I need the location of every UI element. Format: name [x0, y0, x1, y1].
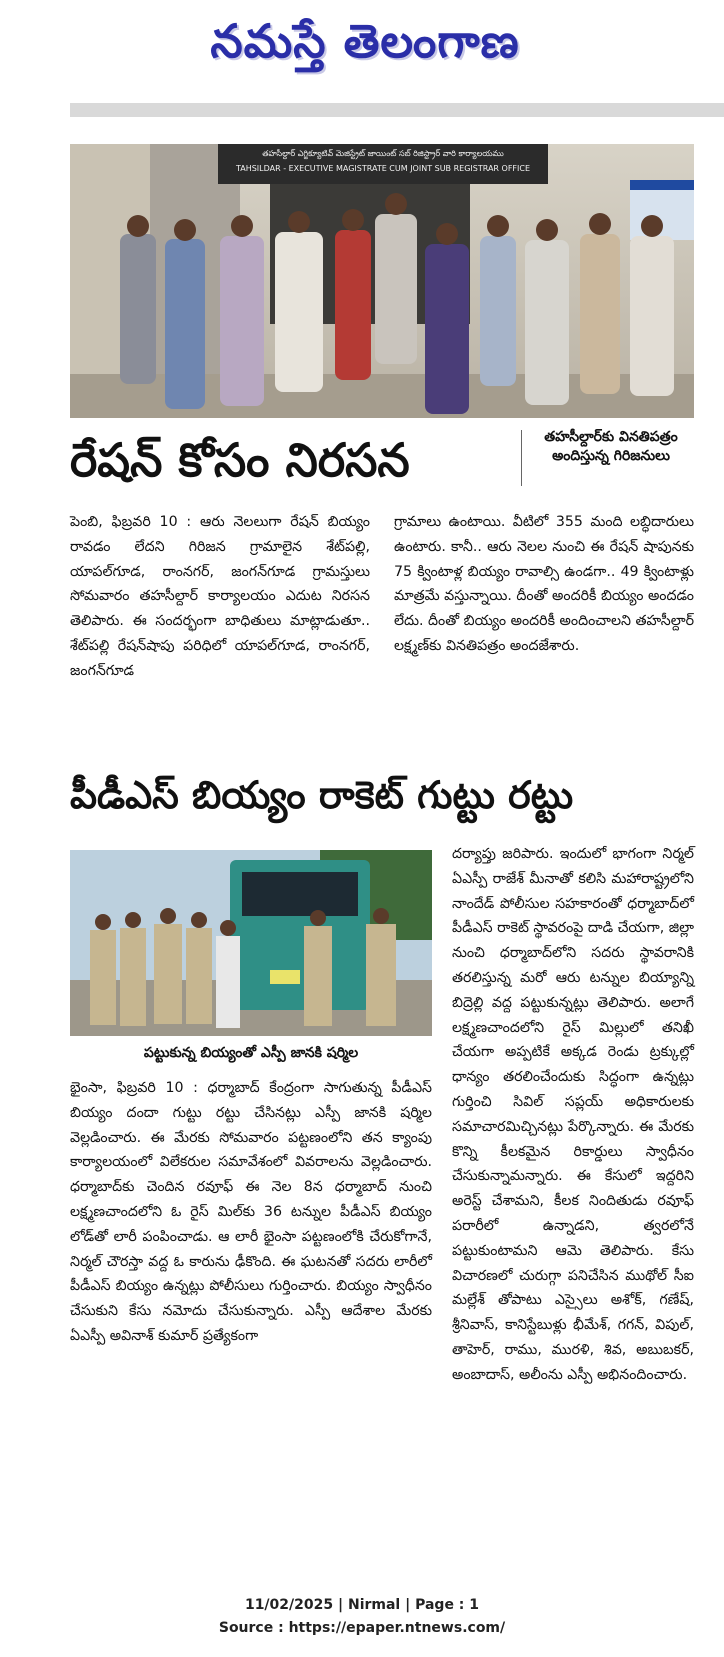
- headline-ration-protest: రేషన్ కోసం నిరసన: [70, 433, 410, 487]
- footer-date-edition: 11/02/2025 | Nirmal | Page : 1: [244, 1597, 480, 1613]
- police-truck-photo: [70, 850, 432, 1036]
- photo-caption-tahsildar: తహసీల్దార్‌కు వినతిపత్రం అందిస్తున్న గిరిజనులు: [544, 429, 678, 464]
- office-sign-english: TAHSILDAR - EXECUTIVE MAGISTRATE CUM JOINT SUB REGISTRAR OFFICE: [235, 164, 531, 173]
- article1-column-left: పెంబి, ఫిబ్రవరి 10 : ఆరు నెలలుగా రేషన్ బియ్యం రావడం లేదని గిరిజన గ్రామాలైన శేట్‌పల్లి, యాపల్‌గూడ, రాంనగర్, జంగన్‌గూడ గ్రామస్తులు సోమవారం తహసీల్దార్ కార్యాలయం ఎదుట నిరసన తెలిపారు. ఈ సందర్భంగా బాధితులు మాట్లాడుతూ.. శేట్‌పల్లి రేషన్‌షాపు పరిధిలో యాపల్‌గూడ, రాంనగర్, జంగన్‌గూడ: [70, 514, 370, 679]
- protest-photo: [70, 144, 694, 418]
- office-sign: [216, 146, 550, 180]
- newspaper-logo: నమస్తే తెలంగాణ: [210, 14, 520, 68]
- article2-column-right: దర్యాప్తు జరిపారు. ఇందులో భాగంగా నిర్మల్ ఏఎస్పీ రాజేశ్ మీనాతో కలిసి మహారాష్ట్రలోని నాందేడ్ పోలీసుల సహకారంతో ధర్మాబాద్‌లో పీడీఎస్ రాకెట్ స్థావరంపై దాడి చేయగా, జిల్లా నుంచి ధర్మాబాద్‌లోని సదరు స్థావరానికి తరలిస్తున్న మరో ఆరు టన్నుల బియ్యాన్ని బిద్రెల్లి వద్ద పట్టుకున్నట్లు తెలిపారు. అలాగే లక్ష్మణచాందలోని రైస్ మిల్లులో తనిఖీ చేయగా అప్పటికే అక్కడ రెండు ట్రక్కుల్లో ధాన్యం తరలించేందుకు సిద్ధంగా ఉన్నట్లు గుర్తించి సివిల్ సప్లయ్ అధికారులకు సమాచారమిచ్చినట్లు పేర్కొన్నారు. ఈ మేరకు కొన్ని కీలకమైన రికార్డులు స్వాధీనం చేసుకున్నామన్నారు. ఈ కేసులో ఇద్దరిని అరెస్ట్ చేశామని, కీలక నిందితుడు రవూఫ్ పరారీలో ఉన్నాడని, త్వరలోనే పట్టుకుంటామని ఆమె తెలిపారు. కేసు విచారణలో చురుగ్గా పనిచేసిన ముథోల్ సీఐ మల్లేశ్ తోపాటు ఎస్సైలు అశోక్, గణేష్, శ్రీనివాస్, కానిస్టేబుళ్లు భీమేశ్, గగన్, విపుల్, తాహెర్, రాము, మురళి, శివ, అబుబకర్, అంబాదాస్, అలీంను ఎస్పీ అభినందించారు.: [452, 846, 694, 1383]
- footer-source-link[interactable]: Source : https://epaper.ntnews.com/: [218, 1620, 506, 1636]
- office-sign-telugu: తహసీల్దార్ ఎగ్జిక్యూటివ్ మెజిస్ట్రేట్ జాయింట్ సబ్ రిజిస్ట్రార్ వారి కార్యాలయము: [262, 149, 504, 158]
- article2-column-left: భైంసా, ఫిబ్రవరి 10 : ధర్మాబాద్ కేంద్రంగా సాగుతున్న పీడీఎస్ బియ్యం దందా గుట్టు రట్టు చేసినట్లు ఎస్పీ జానకి షర్మిల వెల్లడించారు. ఈ మేరకు సోమవారం పట్టణంలోని తన క్యాంపు కార్యాలయంలో విలేకరుల సమావేశంలో వివరాలను వెల్లడించారు. ధర్మాబాద్‌కు చెందిన రవూఫ్ ఈ నెల 8న ధర్మాబాద్ నుంచి లక్ష్మణచాందలోని ఓ రైస్ మిల్‌కు 36 టన్నుల పీడీఎస్ బియ్యం లోడ్‌తో లారీ పంపించాడు. ఆ లారీ భైంసా పట్టణంలోకి చేరుకోగానే, నిర్మల్ చౌరస్తా వద్ద ఓ కారును ఢీకొంది. ఈ ఘటనతో సదరు లారీలో పీడీఎస్ బియ్యం ఉన్నట్లు పోలీసులు గుర్తించారు. బియ్యం స్వాధీనం చేసుకుని కేసు నమోదు చేసుకున్నారు. ఎస్పీ ఆదేశాల మేరకు ఏఎస్పీ అవినాశ్ కుమార్ ప్రత్యేకంగా: [70, 1080, 432, 1344]
- article1-column-right: గ్రామాలు ఉంటాయి. వీటిలో 355 మంది లబ్ధిదారులు ఉంటారు. కానీ.. ఆరు నెలల నుంచి ఈ రేషన్ షాపునకు 75 క్వింటాళ్ల బియ్యం రావాల్సి ఉండగా.. 49 క్వింటాళ్లు మాత్రమే వస్తున్నాయి. దీంతో అందరికీ బియ్యం అందడం లేదు. దీంతో బియ్యం అందరికీ అందించాలని తహసీల్దార్ లక్ష్మణ్‌కు వినతిపత్రం అందజేశారు.: [394, 514, 694, 654]
- caption-divider: [521, 430, 522, 486]
- header-rule: [70, 103, 724, 117]
- headline-pds-racket: పీడీఎస్ బియ్యం రాకెట్ గుట్టు రట్టు: [70, 773, 574, 817]
- masthead: [0, 0, 724, 90]
- photo-caption-sp: పట్టుకున్న బియ్యంతో ఎస్పీ జానకి షర్మిల: [143, 1045, 359, 1061]
